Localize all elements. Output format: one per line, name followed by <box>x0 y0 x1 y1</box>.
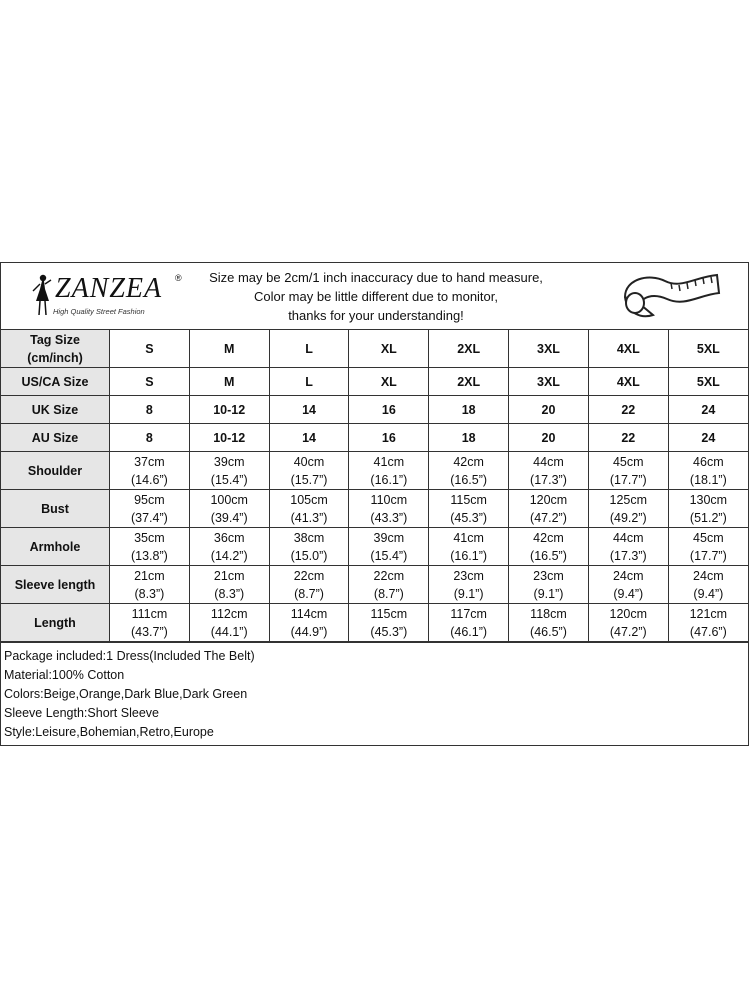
table-cell: 120cm (47.2”) <box>509 490 589 528</box>
table-cell: 22 <box>588 424 668 452</box>
table-cell: 39cm (15.4”) <box>189 452 269 490</box>
table-cell: 112cm (44.1”) <box>189 604 269 642</box>
table-cell: 3XL <box>509 330 589 368</box>
table-cell: M <box>189 330 269 368</box>
registered-mark: ® <box>175 273 182 283</box>
table-cell: 23cm (9.1”) <box>429 566 509 604</box>
table-cell: 22cm (8.7”) <box>349 566 429 604</box>
table-cell: 44cm (17.3”) <box>588 528 668 566</box>
row-label: UK Size <box>1 396 110 424</box>
table-cell: 46cm (18.1”) <box>668 452 748 490</box>
table-cell: 40cm (15.7”) <box>269 452 349 490</box>
table-cell: S <box>110 368 190 396</box>
row-label: Armhole <box>1 528 110 566</box>
table-cell: 130cm (51.2”) <box>668 490 748 528</box>
row-label: AU Size <box>1 424 110 452</box>
table-cell: 111cm (43.7”) <box>110 604 190 642</box>
measurement-notice <box>191 268 561 325</box>
table-row <box>1 566 748 604</box>
table-cell: 120cm (47.2”) <box>588 604 668 642</box>
table-cell: S <box>110 330 190 368</box>
table-cell: 24cm (9.4”) <box>668 566 748 604</box>
table-cell: 16 <box>349 424 429 452</box>
table-cell: 23cm (9.1”) <box>509 566 589 604</box>
table-row <box>1 604 748 642</box>
table-cell: 115cm (45.3”) <box>349 604 429 642</box>
table-cell: 121cm (47.6”) <box>668 604 748 642</box>
info-material: Material:100% Cotton <box>4 668 125 682</box>
product-info <box>1 642 748 745</box>
brand-tagline: High Quality Street Fashion <box>53 307 145 316</box>
table-cell: 35cm (13.8”) <box>110 528 190 566</box>
table-cell: 4XL <box>588 368 668 396</box>
table-cell: 4XL <box>588 330 668 368</box>
table-cell: 118cm (46.5”) <box>509 604 589 642</box>
chart-header <box>1 263 748 330</box>
table-cell: 45cm (17.7”) <box>588 452 668 490</box>
measuring-tape-icon <box>619 267 723 325</box>
table-cell: 100cm (39.4”) <box>189 490 269 528</box>
table-cell: 8 <box>110 424 190 452</box>
notice-line: Size may be 2cm/1 inch inaccuracy due to hand measure, <box>209 270 543 285</box>
size-table <box>1 330 748 642</box>
table-cell: 42cm (16.5”) <box>429 452 509 490</box>
table-cell: XL <box>349 368 429 396</box>
table-cell: M <box>189 368 269 396</box>
table-cell: 21cm (8.3”) <box>189 566 269 604</box>
table-row <box>1 424 748 452</box>
notice-line: thanks for your understanding! <box>288 308 464 323</box>
table-cell: 36cm (14.2”) <box>189 528 269 566</box>
table-cell: 24 <box>668 424 748 452</box>
size-chart <box>0 262 749 746</box>
table-cell: 2XL <box>429 368 509 396</box>
row-label: Shoulder <box>1 452 110 490</box>
row-label: Length <box>1 604 110 642</box>
row-label: Tag Size (cm/inch) <box>1 330 110 368</box>
table-cell: 125cm (49.2”) <box>588 490 668 528</box>
info-style: Style:Leisure,Bohemian,Retro,Europe <box>4 725 214 739</box>
table-cell: 41cm (16.1”) <box>429 528 509 566</box>
table-cell: 18 <box>429 396 509 424</box>
table-cell: 38cm (15.0”) <box>269 528 349 566</box>
table-row <box>1 490 748 528</box>
table-cell: 18 <box>429 424 509 452</box>
table-cell: 2XL <box>429 330 509 368</box>
table-cell: 44cm (17.3”) <box>509 452 589 490</box>
table-cell: 14 <box>269 424 349 452</box>
row-label: Sleeve length <box>1 566 110 604</box>
table-cell: 10-12 <box>189 424 269 452</box>
table-cell: 14 <box>269 396 349 424</box>
table-row <box>1 330 748 368</box>
table-cell: 10-12 <box>189 396 269 424</box>
table-cell: 24cm (9.4”) <box>588 566 668 604</box>
table-row <box>1 368 748 396</box>
table-cell: 16 <box>349 396 429 424</box>
table-cell: 115cm (45.3”) <box>429 490 509 528</box>
table-cell: 114cm (44.9”) <box>269 604 349 642</box>
info-colors: Colors:Beige,Orange,Dark Blue,Dark Green <box>4 687 248 701</box>
brand-name: ZANZEA <box>55 273 163 304</box>
table-cell: 41cm (16.1”) <box>349 452 429 490</box>
table-cell: 42cm (16.5”) <box>509 528 589 566</box>
table-cell: 5XL <box>668 330 748 368</box>
table-cell: L <box>269 330 349 368</box>
table-cell: L <box>269 368 349 396</box>
table-cell: 22cm (8.7”) <box>269 566 349 604</box>
brand-logo <box>27 271 182 321</box>
table-cell: 37cm (14.6”) <box>110 452 190 490</box>
table-cell: 117cm (46.1”) <box>429 604 509 642</box>
table-cell: 3XL <box>509 368 589 396</box>
table-cell: 21cm (8.3”) <box>110 566 190 604</box>
table-cell: 95cm (37.4”) <box>110 490 190 528</box>
table-cell: 22 <box>588 396 668 424</box>
table-cell: 8 <box>110 396 190 424</box>
table-cell: 20 <box>509 396 589 424</box>
table-cell: 110cm (43.3”) <box>349 490 429 528</box>
table-cell: XL <box>349 330 429 368</box>
table-row <box>1 528 748 566</box>
table-row <box>1 396 748 424</box>
table-cell: 39cm (15.4”) <box>349 528 429 566</box>
table-cell: 20 <box>509 424 589 452</box>
info-package: Package included:1 Dress(Included The Belt) <box>4 649 255 663</box>
notice-line: Color may be little different due to monitor, <box>254 289 498 304</box>
table-cell: 45cm (17.7”) <box>668 528 748 566</box>
row-label: Bust <box>1 490 110 528</box>
table-row <box>1 452 748 490</box>
table-cell: 24 <box>668 396 748 424</box>
info-sleeve-length: Sleeve Length:Short Sleeve <box>4 706 159 720</box>
table-cell: 5XL <box>668 368 748 396</box>
row-label: US/CA Size <box>1 368 110 396</box>
table-cell: 105cm (41.3”) <box>269 490 349 528</box>
